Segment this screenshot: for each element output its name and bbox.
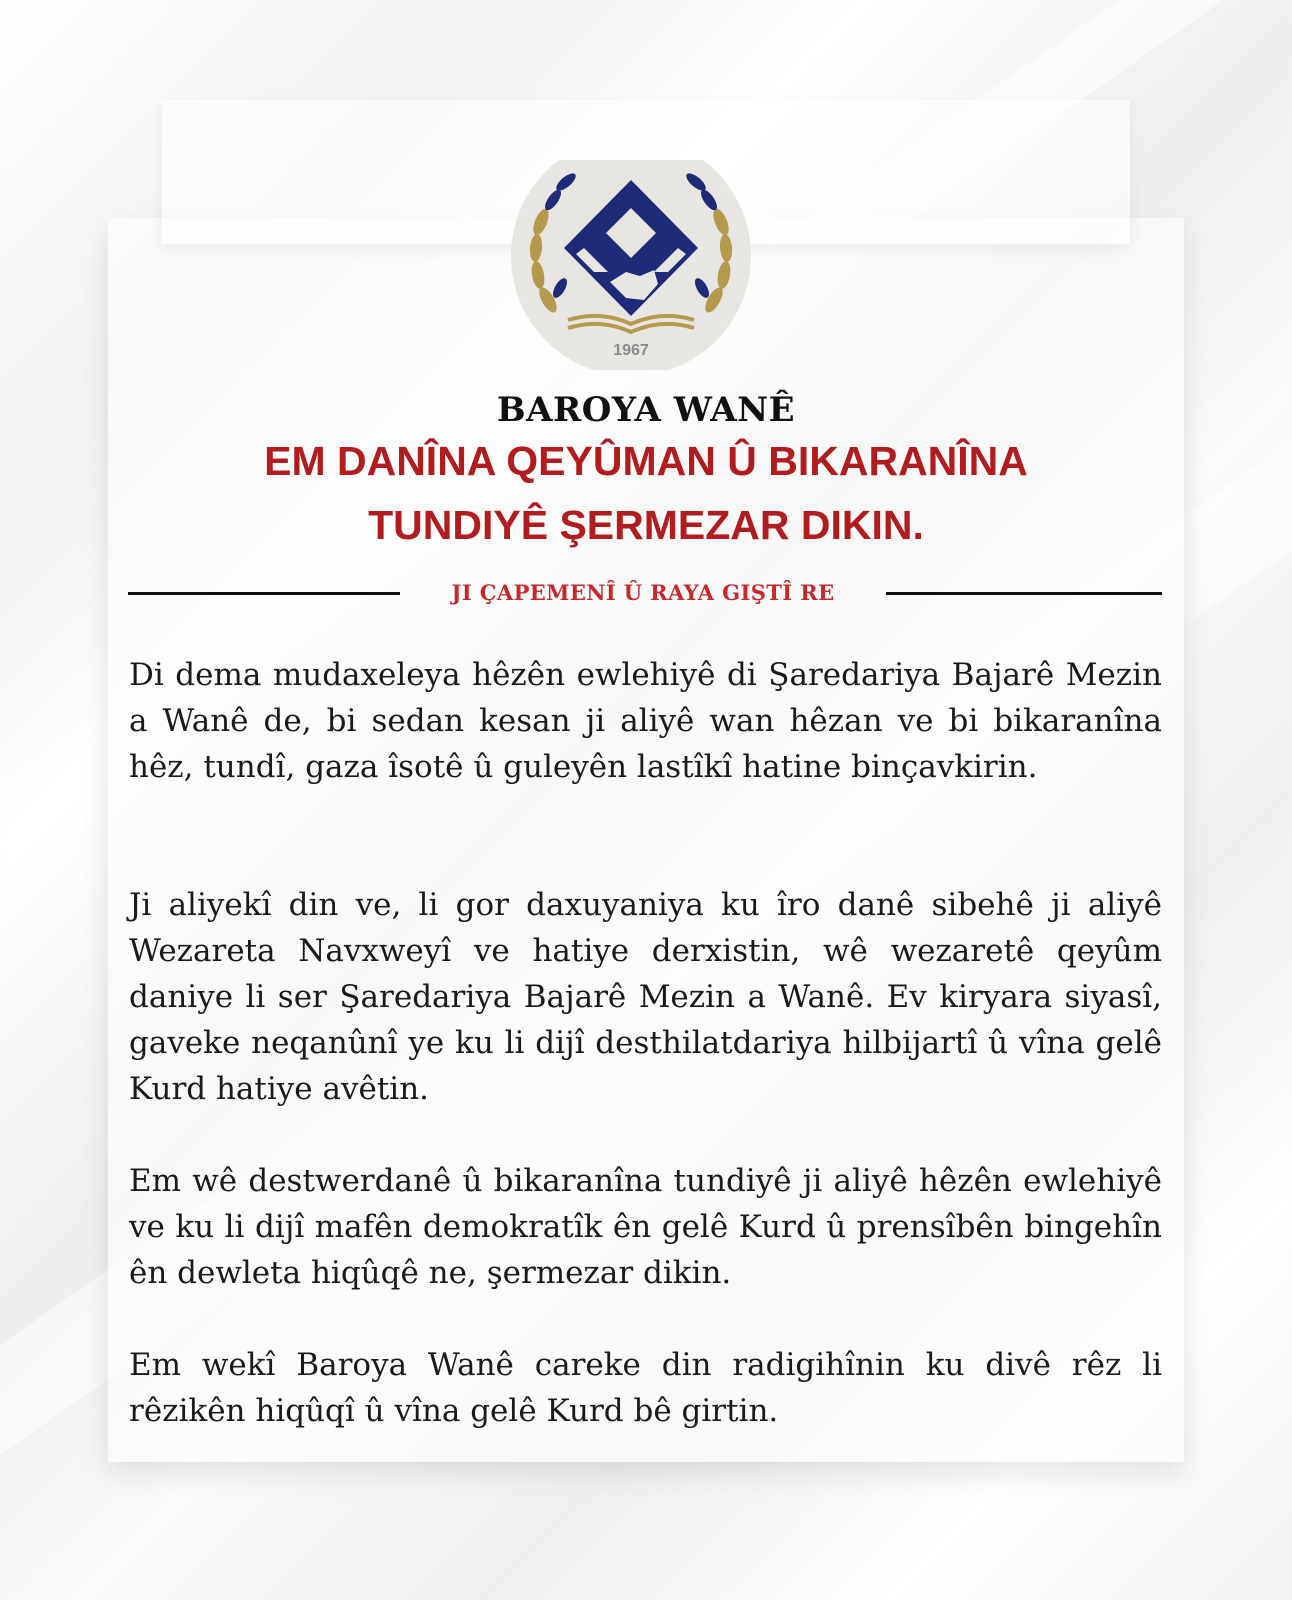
logo-year-text: 1967	[613, 342, 649, 359]
body-paragraph: Ji aliyekî din ve, li gor daxuyaniya ku îro danê sibehê ji aliyê Wezareta Navxweyî ve hatiye derxistin, wê wezaretê qeyûm daniye li ser Şaredariya Bajarê Mezin a Wanê. Ev kiryara siyasî, gaveke neqanûnî ye ku li dijî desthilatdariya hilbijartî û vîna gelê Kurd hatiye avêtin.	[129, 887, 1162, 1107]
divider-left	[128, 592, 400, 595]
body-paragraph: Em wê destwerdanê û bikaranîna tundiyê ji aliyê hêzên ewlehiyê ve ku li dijî mafên demokratîk ên gelê Kurd û prensîbên bingehîn ên dewleta hiqûqê ne, şermezar dikin.	[129, 1163, 1162, 1291]
headline-line-1: EM DANÎNA QEYÛMAN Û BIKARANÎNA	[264, 438, 1028, 484]
headline-line-2: TUNDIYÊ ŞERMEZAR DIKIN.	[368, 502, 924, 548]
body-paragraph: Di dema mudaxeleya hêzên ewlehiyê di Şaredariya Bajarê Mezin a Wanê de, bi sedan kesan ji aliyê wan hêzan ve bi bikaranîna hêz, tundî, gaza îsotê û guleyên lastîkî hatine binçavkirin.	[129, 657, 1162, 785]
subtitle: JI ÇAPEMENÎ Û RAYA GIŞTÎ RE	[451, 580, 835, 605]
organization-name: BAROYA WANÊ	[496, 390, 796, 430]
body-paragraph: Em wekî Baroya Wanê careke din radigihînin ku divê rêz li rêzikên hiqûqî û vîna gelê Kurd bê girtin.	[129, 1347, 1162, 1429]
bar-association-logo	[508, 160, 754, 370]
divider-right	[886, 592, 1162, 595]
